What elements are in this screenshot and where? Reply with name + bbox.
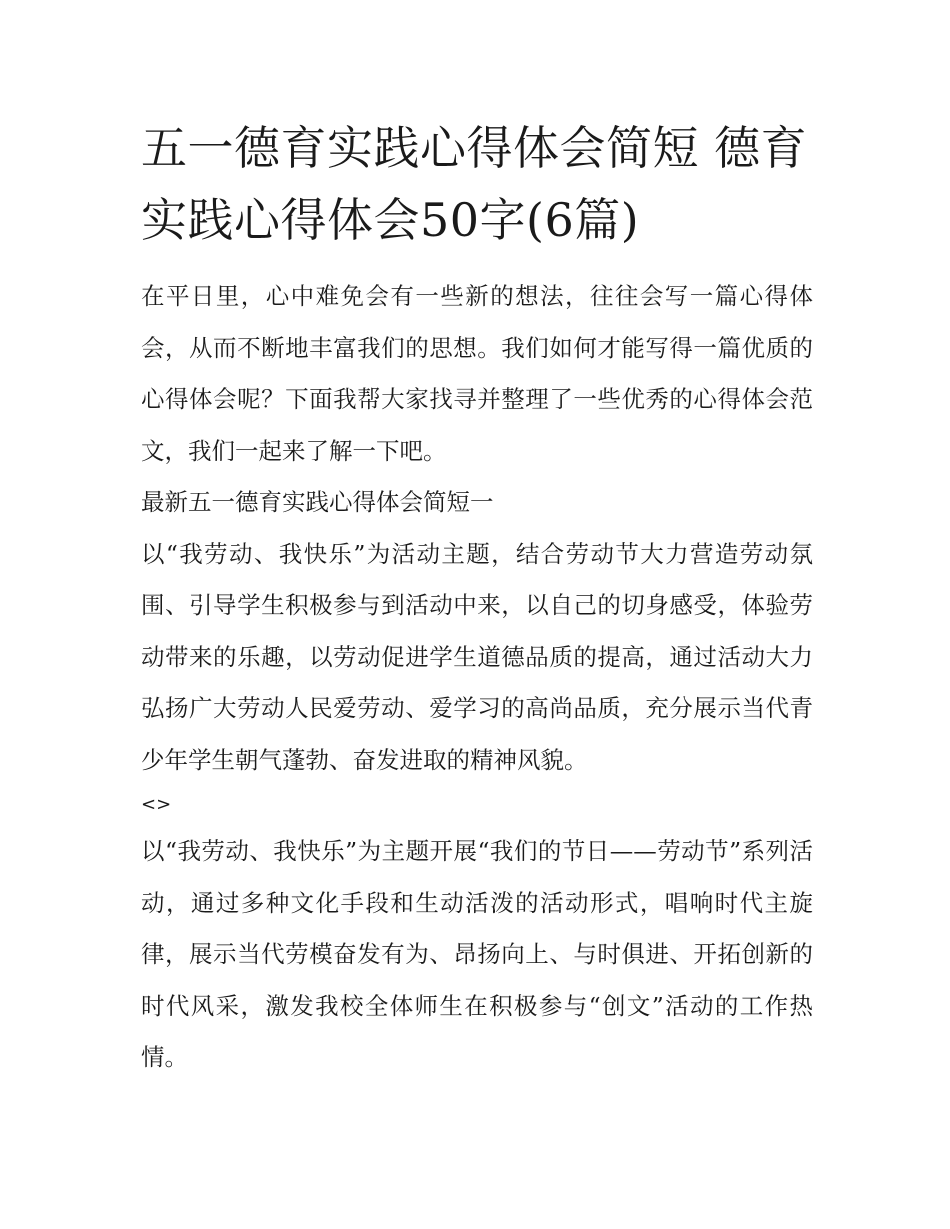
- body-paragraph-2: 以“我劳动、我快乐”为主题开展“我们的节日——劳动节”系列活动，通过多种文化手段和生动活泼的活动形式，唱响时代主旋律，展示当代劳模奋发有为、昂扬向上、与时俱进、开拓创新的时代风采，激发我校全体师生在积极参与“创文”活动的工作热情。: [141, 837, 813, 1071]
- section-heading: 最新五一德育实践心得体会简短一: [141, 488, 494, 516]
- body-paragraph-1: 以“我劳动、我快乐”为活动主题，结合劳动节大力营造劳动氛围、引导学生积极参与到活动中来，以自己的切身感受，体验劳动带来的乐趣，以劳动促进学生道德品质的提高，通过活动大力弘扬广大劳动人民爱劳动、爱学习的高尚品质，充分展示当代青少年学生朝气蓬勃、奋发进取的精神风貌。: [141, 539, 813, 774]
- document-title: 五一德育实践心得体会简短 德育实践心得体会50字(6篇): [141, 121, 808, 247]
- separator-marker: <>: [141, 794, 172, 815]
- document-body: [141, 112, 813, 1084]
- intro-paragraph: 在平日里，心中难免会有一些新的想法，往往会写一篇心得体会，从而不断地丰富我们的思想。我们如何才能写得一篇优质的心得体会呢？下面我帮大家找寻并整理了一些优秀的心得体会范文，我们一起来了解一下吧。: [141, 282, 813, 465]
